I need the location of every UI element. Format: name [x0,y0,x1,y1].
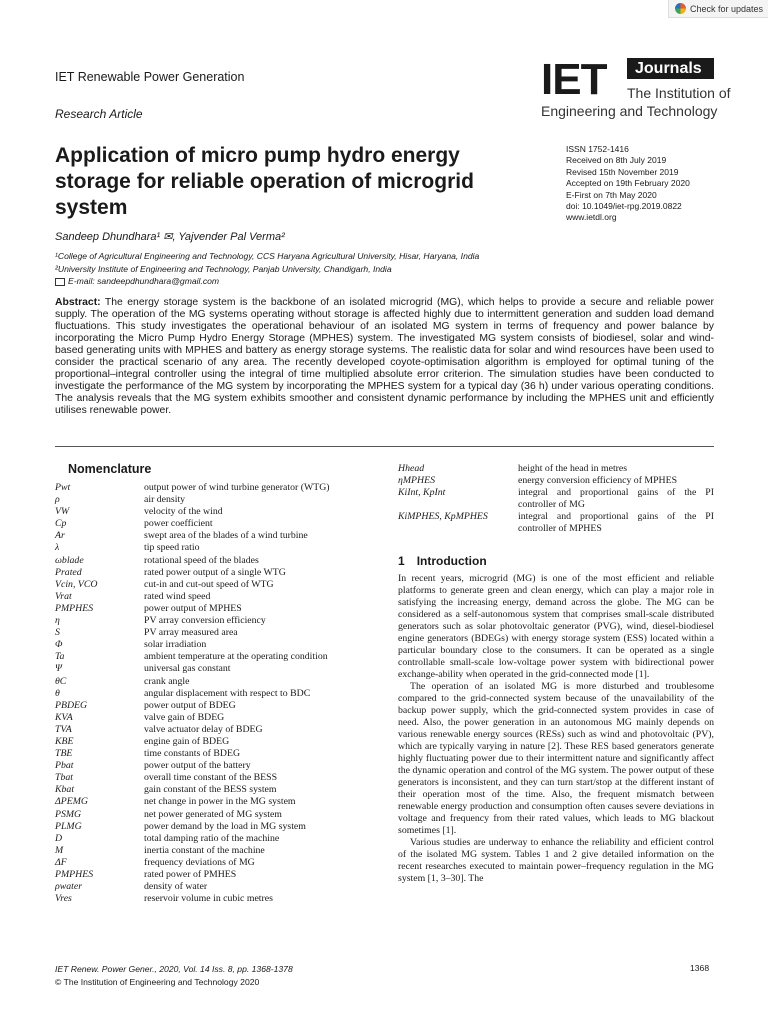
nomenclature-row [55,506,380,518]
nomenclature-symbol: η [55,615,60,627]
nomenclature-definition: valve actuator delay of BDEG [144,723,263,735]
nomenclature-definition: crank angle [144,675,190,687]
abstract-text: The energy storage system is the backbone of an isolated microgrid (MG), which helps to provide a secure and reliable power supply. The operation of the MG systems operating without storage is affected highly due to intermittent generation and sudden load demand fluctuations. This study investigates the operational behaviour of an isolated MG system in terms of frequency and power balance by incorporating the Micro Pump Hydro Energy Storage (MPHES) system. The investigated MG system consists of biodiesel, solar and wind-based generating units with MPHES and battery as energy storage systems. The realistic data for solar and wind resources have been used to consider the practical scenario of any area. The recently developed coyote-optimisation algorithm is employed for optimal tuning of the proportional–integral controller using the integral of time multiplied absolute error criterion. The simulation studies have been conducted to investigate the performance of the MG system by incorporating the MPHES system for a typical day (36 h) under various operating conditions. The analysis reveals that the MG system exhibits smoother and consistent dynamic performance by including the MPHES unit and efficiently utilises renewable power. [55,297,714,416]
section-title: Introduction [416,554,487,568]
crossmark-icon [675,3,686,14]
nomenclature-row [55,482,380,494]
nomenclature-definition: net power generated of MG system [144,808,282,820]
nomenclature-symbol: KBE [55,735,74,747]
intro-paragraph-3: Various studies are underway to enhance the reliability and efficient control of the isolated MG system. Tables 1 and 2 give detailed information on the recent researches executed to maintain power–frequency regulation in the MG system [1, 3–30]. The [398,837,714,884]
nomenclature-symbol: PBDEG [55,699,88,711]
nomenclature-row [55,809,380,821]
nomenclature-definition: total damping ratio of the machine [144,832,280,844]
iet-logo-mark: IET [541,55,607,104]
efirst-date: E-First on 7th May 2020 [566,189,657,200]
nomenclature-row [55,615,380,627]
nomenclature-symbol: Vcin, VCO [55,578,98,590]
nomenclature-symbol: Kbat [55,784,75,796]
nomenclature-list [55,482,380,905]
email-line [55,275,479,288]
nomenclature-row [55,639,380,651]
nomenclature-symbol: Ψ [55,663,62,675]
envelope-icon [55,278,65,286]
nomenclature-definition: power output of the battery [144,760,251,772]
author-list: Sandeep Dhundhara¹ ✉, Yajvender Pal Verma² [55,231,285,243]
received-date: Received on 8th July 2019 [566,155,667,166]
abstract-label: Abstract: [55,297,101,308]
nomenclature-definition: density of water [144,881,208,893]
nomenclature-symbol: TBE [55,748,73,760]
nomenclature-row [55,676,380,688]
journals-badge: Journals [627,58,714,79]
accepted-date: Accepted on 19th February 2020 [566,178,690,189]
nomenclature-symbol: Cp [55,518,67,530]
nomenclature-definition: energy conversion efficiency of MPHES [518,475,678,487]
affiliation-1: ¹College of Agricultural Engineering and Technology, CCS Haryana Agricultural University, Hisar, Haryana, India [55,251,480,261]
email-address[interactable]: E-mail: sandeepdhundhara@gmail.com [68,276,220,286]
nomenclature-definition: height of the head in metres [518,463,628,474]
article-type: Research Article [55,107,143,121]
footer [55,963,293,989]
nomenclature-symbol: TVA [55,723,72,735]
nomenclature-symbol: ρwater [55,881,83,893]
footer-copyright: © The Institution of Engineering and Technology 2020 [55,977,260,987]
nomenclature-row [55,542,380,554]
nomenclature-symbol: ΔPEMG [55,796,88,808]
nomenclature-definition: rated power output of a single WTG [144,566,286,578]
intro-paragraph-2: The operation of an isolated MG is more disturbed and troublesome compared to the grid-connected system because of the unavailability of the backup power supply, which the grid-connected system provides in case of need. Also, the power generation in an autonomous MG mainly depends on various renewable energy sources (RESs) such as wind and photovoltaic (PV), which are typically varying in nature [2]. These RES based generators generate highly fluctuating power due to their intermittent nature and significantly affect the dynamic operation and control of the MG system. The power output of these generators is inconsistent, and they can turn start/stop at the different instant of their operation most of the time. Also, the frequent mismatch between renewable energy production and consumption often causes severe deviations in voltage and frequency from their rated values, which leads to MG blackout sometimes [1]. [398,681,714,836]
nomenclature-row [55,663,380,675]
nomenclature-row [55,893,380,905]
nomenclature-symbol: PMPHES [55,602,94,614]
nomenclature-definition: velocity of the wind [144,506,223,518]
abstract [55,297,714,417]
logo-line-2: Engineering and Technology [541,103,718,119]
nomenclature-row [55,579,380,591]
section-heading [398,554,487,568]
check-for-updates-label: Check for updates [690,3,764,14]
nomenclature-definition: rotational speed of the blades [144,554,259,566]
nomenclature-row [398,475,714,487]
nomenclature-list-continued [398,463,714,536]
nomenclature-definition: tip speed ratio [144,542,200,554]
article-title: Application of micro pump hydro energy storage for reliable operation of microgrid system [55,144,474,219]
affiliation-2: ²University Institute of Engineering and Technology, Panjab University, Chandigarh, India [55,263,392,274]
nomenclature-definition: power output of MPHES [144,602,242,614]
check-for-updates-button[interactable] [668,0,768,18]
nomenclature-row [55,845,380,857]
nomenclature-symbol: λ [55,542,60,554]
nomenclature-row [55,712,380,724]
nomenclature-symbol: Vrat [55,590,72,602]
nomenclature-definition: rated wind speed [144,590,211,602]
nomenclature-definition: integral and proportional gains of the PI controller of MG [518,487,714,511]
journal-name: IET Renewable Power Generation [55,70,245,84]
nomenclature-definition: integral and proportional gains of the PI controller of MPHES [518,511,714,535]
nomenclature-definition: reservoir volume in cubic metres [144,893,273,905]
nomenclature-symbol: Vres [55,893,72,905]
nomenclature-definition: net change in power in the MG system [144,796,296,808]
nomenclature-row [55,760,380,772]
nomenclature-symbol: PLMG [55,820,82,832]
nomenclature-row [398,511,714,535]
nomenclature-definition: engine gain of BDEG [144,735,230,747]
nomenclature-row [55,494,380,506]
nomenclature-symbol: PMPHES [55,869,94,880]
nomenclature-symbol: Pwt [55,482,71,493]
nomenclature-row [398,487,714,511]
nomenclature-row [55,833,380,845]
revised-date: Revised 15th November 2019 [566,166,679,177]
nomenclature-symbol: S [55,627,60,639]
doi-link[interactable]: doi: 10.1049/iet-rpg.2019.0822 [566,201,682,212]
nomenclature-row [55,567,380,579]
nomenclature-row [398,463,714,475]
nomenclature-symbol: VW [55,506,70,518]
nomenclature-symbol: Ar [55,530,65,542]
nomenclature-definition: output power of wind turbine generator (WTG) [144,482,330,493]
nomenclature-symbol: Pbat [55,760,74,772]
nomenclature-definition: power coefficient [144,518,213,530]
nomenclature-row [55,627,380,639]
nomenclature-row [55,796,380,808]
nomenclature-symbol: ρ [55,494,60,506]
nomenclature-definition: gain constant of the BESS system [144,784,277,796]
issn: ISSN 1752-1416 [566,144,629,154]
logo-line-1: The Institution of [627,85,731,101]
nomenclature-definition: universal gas constant [144,663,231,675]
nomenclature-definition: cut-in and cut-out speed of WTG [144,578,274,590]
intro-paragraph-1: In recent years, microgrid (MG) is one of the most efficient and reliable platforms to generate green and clean energy, which can play a major role in satisfying the increasing energy, demand across the globe. The MG can be considered as a self-autonomous system that comprises small-scale distributed generators such as solar photovoltaic generator (PVG), wind, diesel-biodiesel engine generators (BDEGs) with energy storage system (ESS) located within a particular boundary close to the consumers. It can be operated as a single controllable small-scale low-voltage power system with bidirectional power exchange-ability when operated in the grid-connected mode [1]. [398,573,714,680]
nomenclature-row [55,518,380,530]
nomenclature-row [55,857,380,869]
nomenclature-definition: valve gain of BDEG [144,711,225,723]
nomenclature-definition: power demand by the load in MG system [144,820,306,832]
nomenclature-symbol: Hhead [398,463,425,474]
divider [55,446,714,447]
nomenclature-row [55,530,380,542]
article-meta [566,144,690,224]
nomenclature-row [55,784,380,796]
nomenclature-row [55,748,380,760]
nomenclature-symbol: ηMPHES [398,475,435,487]
nomenclature-definition: rated power of PMHES [144,869,237,880]
nomenclature-definition: ambient temperature at the operating condition [144,651,328,663]
nomenclature-row [55,869,380,881]
nomenclature-symbol: KVA [55,711,73,723]
nomenclature-symbol: ΔF [55,856,67,868]
page-number: 1368 [690,963,710,973]
nomenclature-row [55,881,380,893]
nomenclature-definition: power output of BDEG [144,699,236,711]
nomenclature-symbol: θ [55,687,60,699]
nomenclature-symbol: Φ [55,639,63,651]
nomenclature-definition: air density [144,494,186,506]
nomenclature-definition: PV array measured area [144,627,238,639]
nomenclature-definition: swept area of the blades of a wind turbine [144,530,308,542]
nomenclature-symbol: Ta [55,651,65,663]
nomenclature-symbol: KiMPHES, KpMPHES [398,511,488,523]
affiliations [55,250,479,288]
nomenclature-symbol: D [55,832,63,844]
nomenclature-definition: frequency deviations of MG [144,856,255,868]
nomenclature-row [55,736,380,748]
nomenclature-symbol: Tbat [55,772,73,784]
nomenclature-definition: angular displacement with respect to BDC [144,687,311,699]
nomenclature-symbol: Prated [55,566,82,578]
nomenclature-symbol: θC [55,675,67,687]
nomenclature-symbol: PSMG [55,808,82,820]
nomenclature-row [55,603,380,615]
nomenclature-symbol: ωblade [55,554,84,566]
nomenclature-definition: inertia constant of the machine [144,844,265,856]
nomenclature-definition: overall time constant of the BESS [144,772,278,784]
nomenclature-definition: solar irradiation [144,639,207,651]
nomenclature-row [55,555,380,567]
nomenclature-title: Nomenclature [68,462,152,476]
nomenclature-row [55,700,380,712]
section-number: 1 [398,554,405,568]
nomenclature-symbol: KiInt, KpInt [398,487,446,499]
nomenclature-row [55,591,380,603]
website-link[interactable]: www.ietdl.org [566,212,617,223]
nomenclature-row [55,724,380,736]
introduction-body [398,573,714,885]
nomenclature-row [55,688,380,700]
nomenclature-row [55,821,380,833]
footer-citation: IET Renew. Power Gener., 2020, Vol. 14 Iss. 8, pp. 1368-1378 [55,964,293,974]
nomenclature-definition: PV array conversion efficiency [144,615,266,627]
nomenclature-symbol: M [55,844,64,856]
nomenclature-row [55,651,380,663]
nomenclature-row [55,772,380,784]
nomenclature-definition: time constants of BDEG [144,748,241,760]
